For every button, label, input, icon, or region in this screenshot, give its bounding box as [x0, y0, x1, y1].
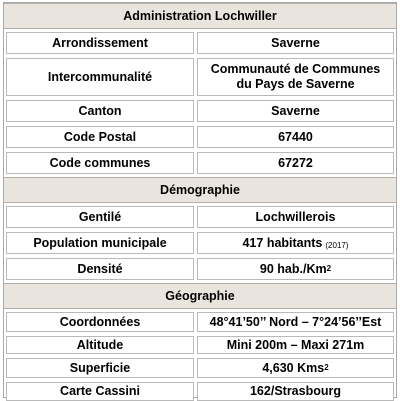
value-line: du Pays de Saverne — [236, 77, 355, 91]
table-row — [4, 204, 396, 230]
row-label: Population municipale — [6, 232, 194, 254]
row-value: Saverne — [197, 32, 394, 54]
row-value: Lochwillerois — [197, 206, 394, 228]
population-year: (2017) — [325, 240, 349, 250]
row-label: Code communes — [6, 152, 194, 174]
row-label: Arrondissement — [6, 32, 194, 54]
row-value: 67272 — [197, 152, 394, 174]
info-table — [3, 2, 397, 398]
table-row — [4, 98, 396, 124]
row-label: Coordonnées — [6, 312, 194, 332]
row-value: 162/Strasbourg — [197, 382, 394, 401]
row-value — [197, 232, 394, 254]
row-label: Gentilé — [6, 206, 194, 228]
population-value: 417 habitants — [242, 235, 323, 250]
table-row — [4, 334, 396, 356]
row-value — [197, 258, 394, 280]
row-value: 48°41’50’’ Nord – 7°24’56’’Est — [197, 312, 394, 332]
row-value: 67440 — [197, 126, 394, 148]
section-header-demographie — [4, 177, 396, 203]
section-header-geographie — [4, 283, 396, 309]
superficie-value: 4,630 Kms — [262, 360, 325, 375]
row-label: Densité — [6, 258, 194, 280]
row-label: Superficie — [6, 358, 194, 378]
table-row — [4, 310, 396, 334]
section-header-administration — [4, 3, 396, 29]
row-label: Canton — [6, 100, 194, 122]
table-row — [4, 124, 396, 150]
section-title: Géographie — [165, 289, 235, 303]
densite-value: 90 hab./Km — [259, 261, 327, 276]
table-row — [4, 356, 396, 380]
section-title: Démographie — [160, 183, 240, 197]
row-value — [197, 358, 394, 378]
table-row — [4, 230, 396, 256]
row-value — [197, 58, 394, 96]
table-row — [4, 380, 396, 401]
table-row — [4, 56, 396, 98]
section-title: Administration Lochwiller — [123, 9, 277, 23]
table-row — [4, 30, 396, 56]
superficie-exponent: 2 — [324, 362, 329, 372]
table-row — [4, 150, 396, 176]
densite-exponent: 2 — [326, 263, 332, 273]
value-line: Communauté de Communes — [210, 62, 381, 76]
row-label: Intercommunalité — [6, 58, 194, 96]
row-value: Mini 200m – Maxi 271m — [197, 336, 394, 354]
table-row — [4, 256, 396, 282]
row-label: Code Postal — [6, 126, 194, 148]
row-value: Saverne — [197, 100, 394, 122]
row-label: Altitude — [6, 336, 194, 354]
row-label: Carte Cassini — [6, 382, 194, 401]
